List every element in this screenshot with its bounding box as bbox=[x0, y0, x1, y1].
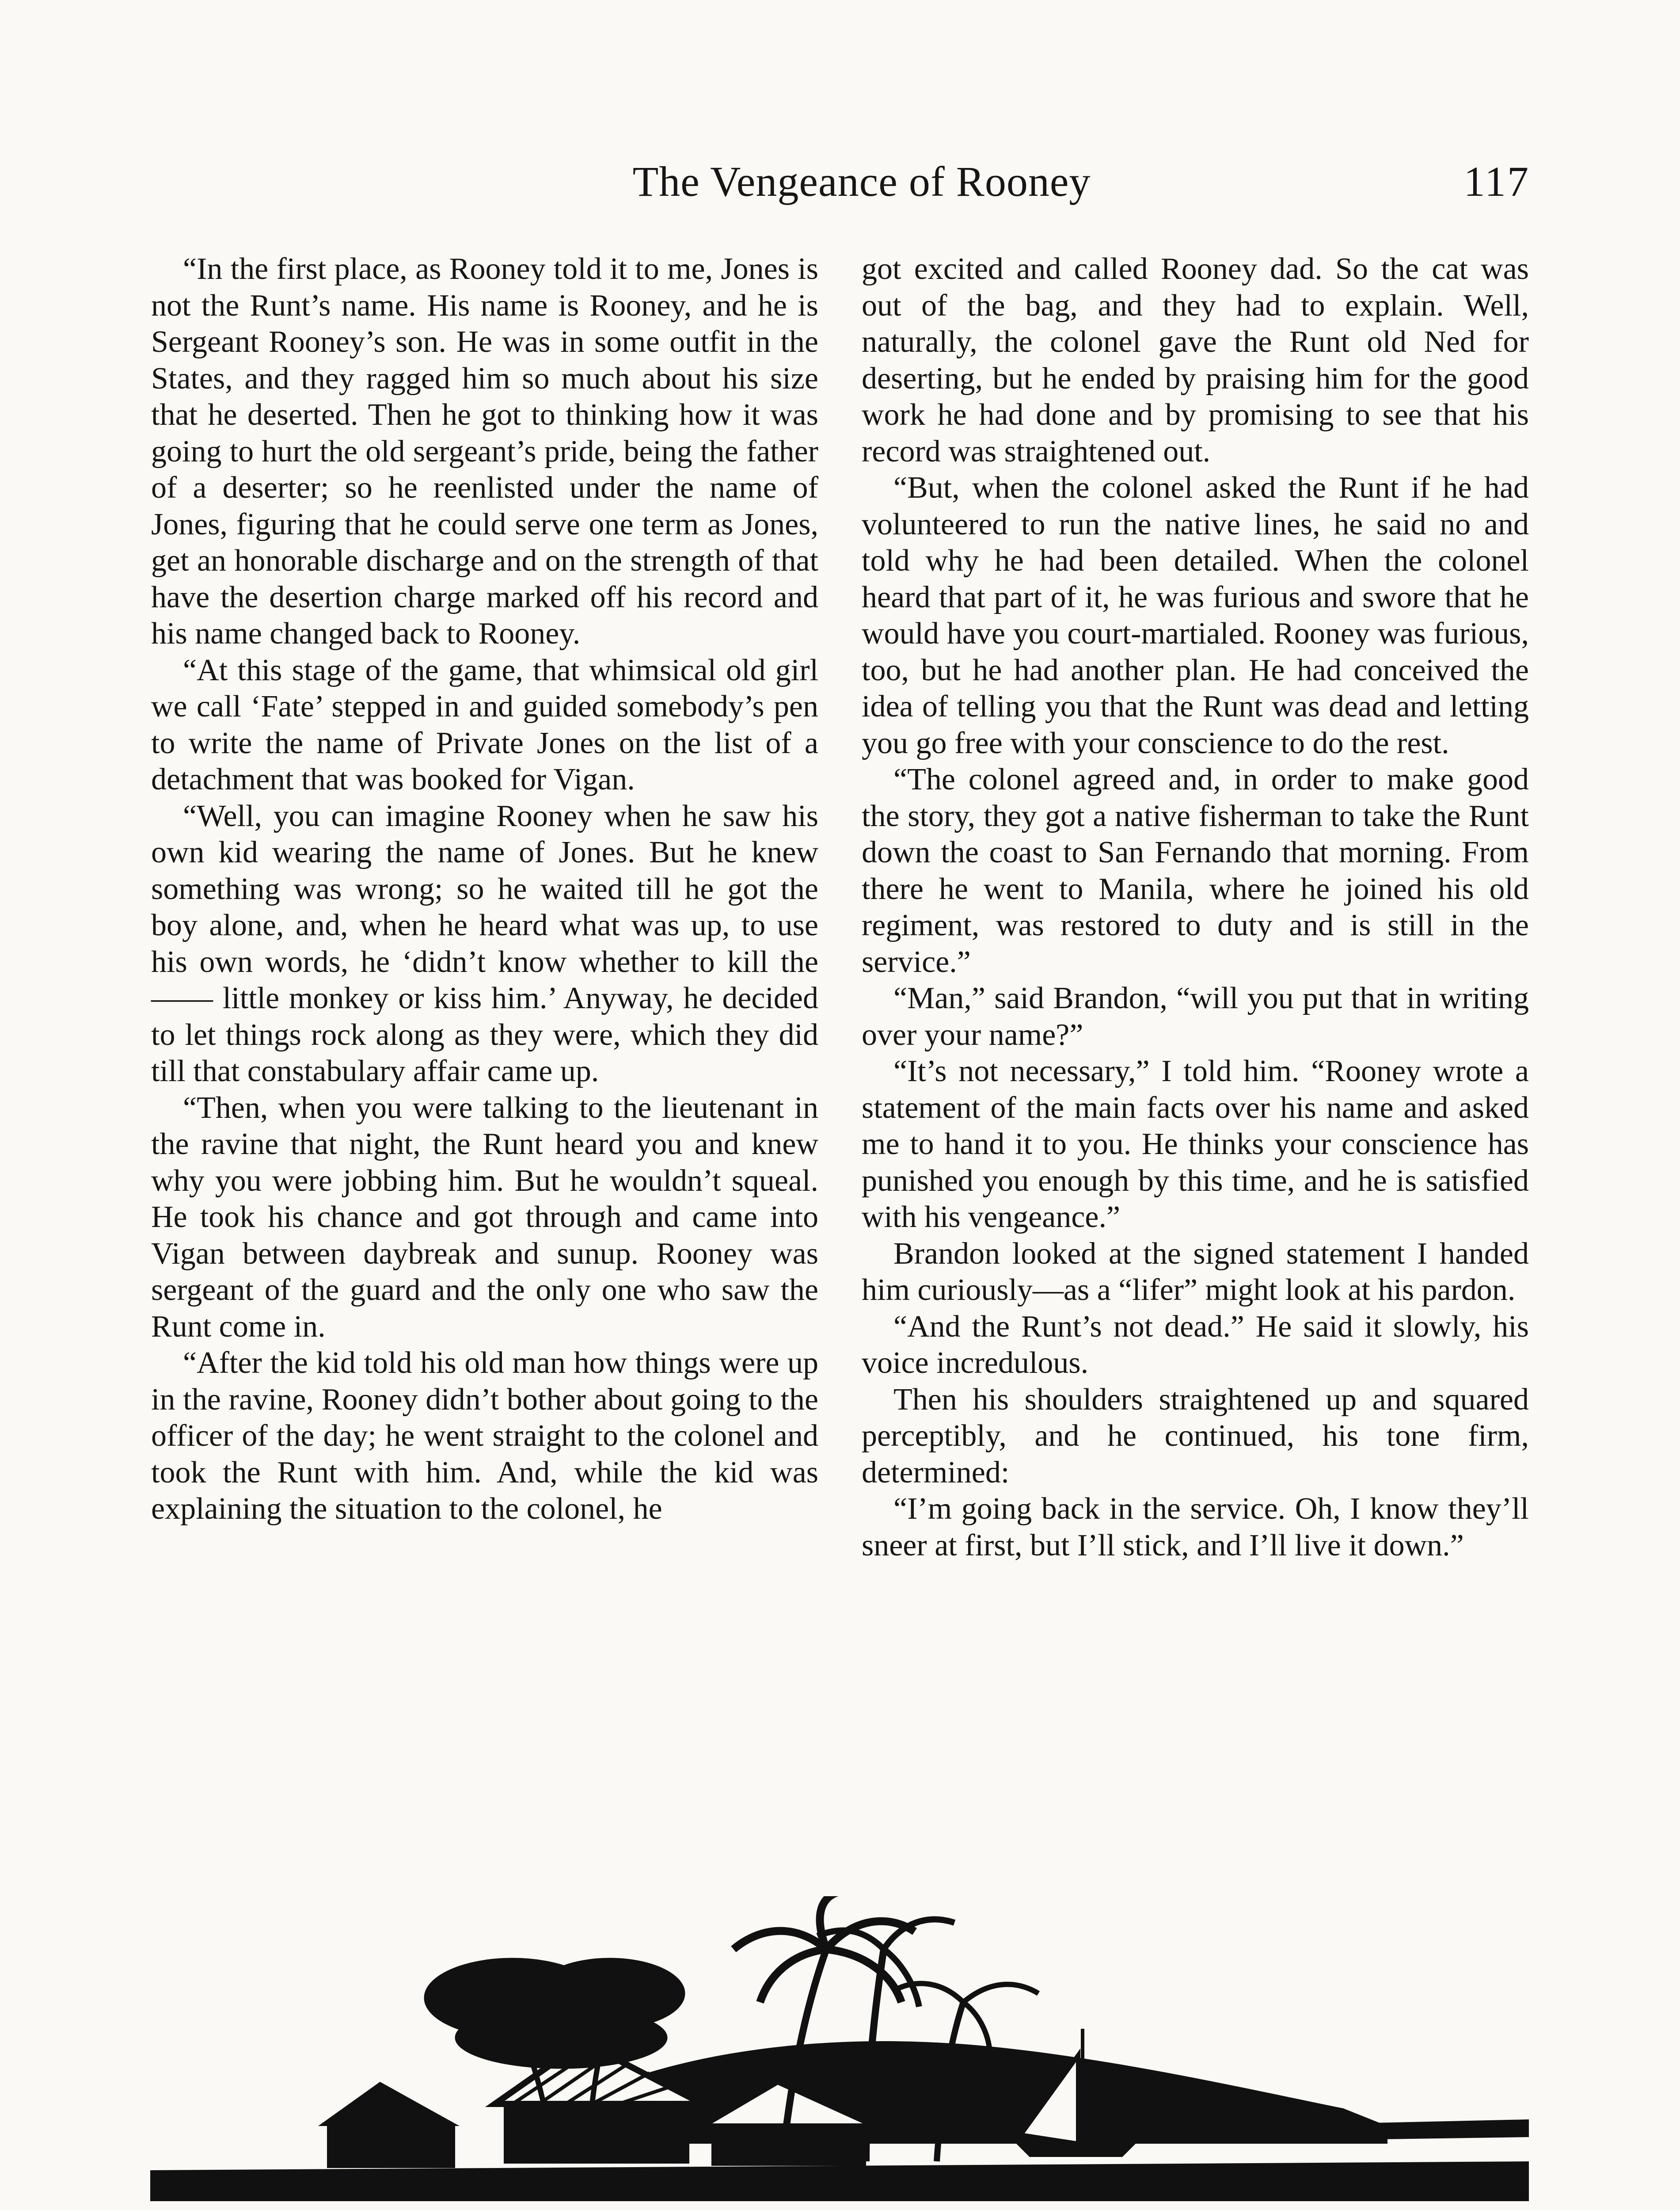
paragraph: “It’s not necessary,” I told him. “Rooney wrote a statement of the main facts over his name and asked me to hand it to you. He thinks your conscience has punished you enough by this time, and he is satisfied with his vengeance.” bbox=[862, 1054, 1529, 1234]
left-text-column bbox=[151, 251, 818, 1528]
paragraph: “In the first place, as Rooney told it to me, Jones is not the Runt’s name. His name is Rooney, and he is Sergeant Rooney’s son. He was in some outfit in the States, and they ragged him so much about his size that he deserted. Then he got to thinking how it was going to hurt the old sergeant’s pride, being the father of a deserter; so he reenlisted under the name of Jones, figuring that he could serve one term as Jones, get an honorable discharge and on the strength of that have the desertion charge marked off his record and his name changed back to Rooney. bbox=[151, 252, 818, 651]
paragraph: “After the kid told his old man how things were up in the ravine, Rooney didn’t bother about going to the officer of the day; he went straight to the colonel and took the Runt with him. And, while the kid was explaining the situation to the colonel, he bbox=[151, 1346, 818, 1526]
paragraph: “At this stage of the game, that whimsical old girl we call ‘Fate’ stepped in and guided somebody’s pen to write the name of Private Jones on the list of a detachment that was booked for Vigan. bbox=[151, 653, 818, 796]
hut bbox=[318, 2082, 460, 2126]
right-text-column bbox=[862, 251, 1529, 1564]
page-number: 117 bbox=[1463, 158, 1530, 205]
paragraph: “But, when the colonel asked the Runt if he had volunteered to run the native lines, he said no and told why he had been detailed. When the colonel heard that part of it, he was furious and swore that he would have you court-martialed. Rooney was furious, too, but he had another plan. He had conceived the idea of telling you that the Runt was dead and letting you go free with your conscience to do the rest. bbox=[862, 471, 1529, 760]
paragraph: “And the Runt’s not dead.” He said it slowly, his voice incredulous. bbox=[862, 1309, 1529, 1380]
hut-wall bbox=[327, 2124, 455, 2168]
paragraph: “Then, when you were talking to the lieutenant in the ravine that night, the Runt heard you and knew why you were jobbing him. But he wouldn’t squeal. He took his chance and got through and came into Vigan between daybreak and sunup. Rooney was sergeant of the guard and the only one who saw the Runt come in. bbox=[151, 1090, 818, 1344]
sailboat-hull bbox=[1016, 2144, 1136, 2157]
hut-wall bbox=[504, 2102, 689, 2164]
paragraph: Brandon looked at the signed statement I handed him curiously—as a “lifer” might look at his pardon. bbox=[862, 1236, 1529, 1307]
tropical-shore-illustration bbox=[150, 1896, 1529, 2201]
palm-fronds bbox=[817, 1920, 954, 2007]
paragraph: Then his shoulders straightened up and squared perceptibly, and he continued, his tone firm, determined: bbox=[862, 1382, 1529, 1490]
palm-foliage bbox=[455, 2007, 667, 2069]
paragraph: “The colonel agreed and, in order to make good the story, they got a native fisherman to take the Runt down the coast to San Fernando that morning. From there he went to Manila, where he joined his old regiment, was restored to duty and is still in the service.” bbox=[862, 762, 1529, 979]
paragraph-continuation: got excited and called Rooney dad. So the cat was out of the bag, and they had to explain. Well, naturally, the colonel gave the Runt old Ned for deserting, but he ended by praising him for the good work he had done and by promising to see that his record was straightened out. bbox=[862, 252, 1529, 469]
paragraph: “Man,” said Brandon, “will you put that in writing over your name?” bbox=[862, 981, 1529, 1052]
paragraph: “Well, you can imagine Rooney when he saw his own kid wearing the name of Jones. But he knew something was wrong; so he waited till he got the boy alone, and, when he heard what was up, to use his own words, he ‘didn’t know whether to kill the —— little monkey or kiss him.’ Anyway, he decided to let things rock along as they were, which they did till that constabulary affair came up. bbox=[151, 799, 818, 1088]
paragraph: “I’m going back in the service. Oh, I know they’ll sneer at first, but I’ll stick, and I’ll live it down.” bbox=[862, 1492, 1529, 1562]
running-title: The Vengeance of Rooney bbox=[632, 158, 1091, 205]
